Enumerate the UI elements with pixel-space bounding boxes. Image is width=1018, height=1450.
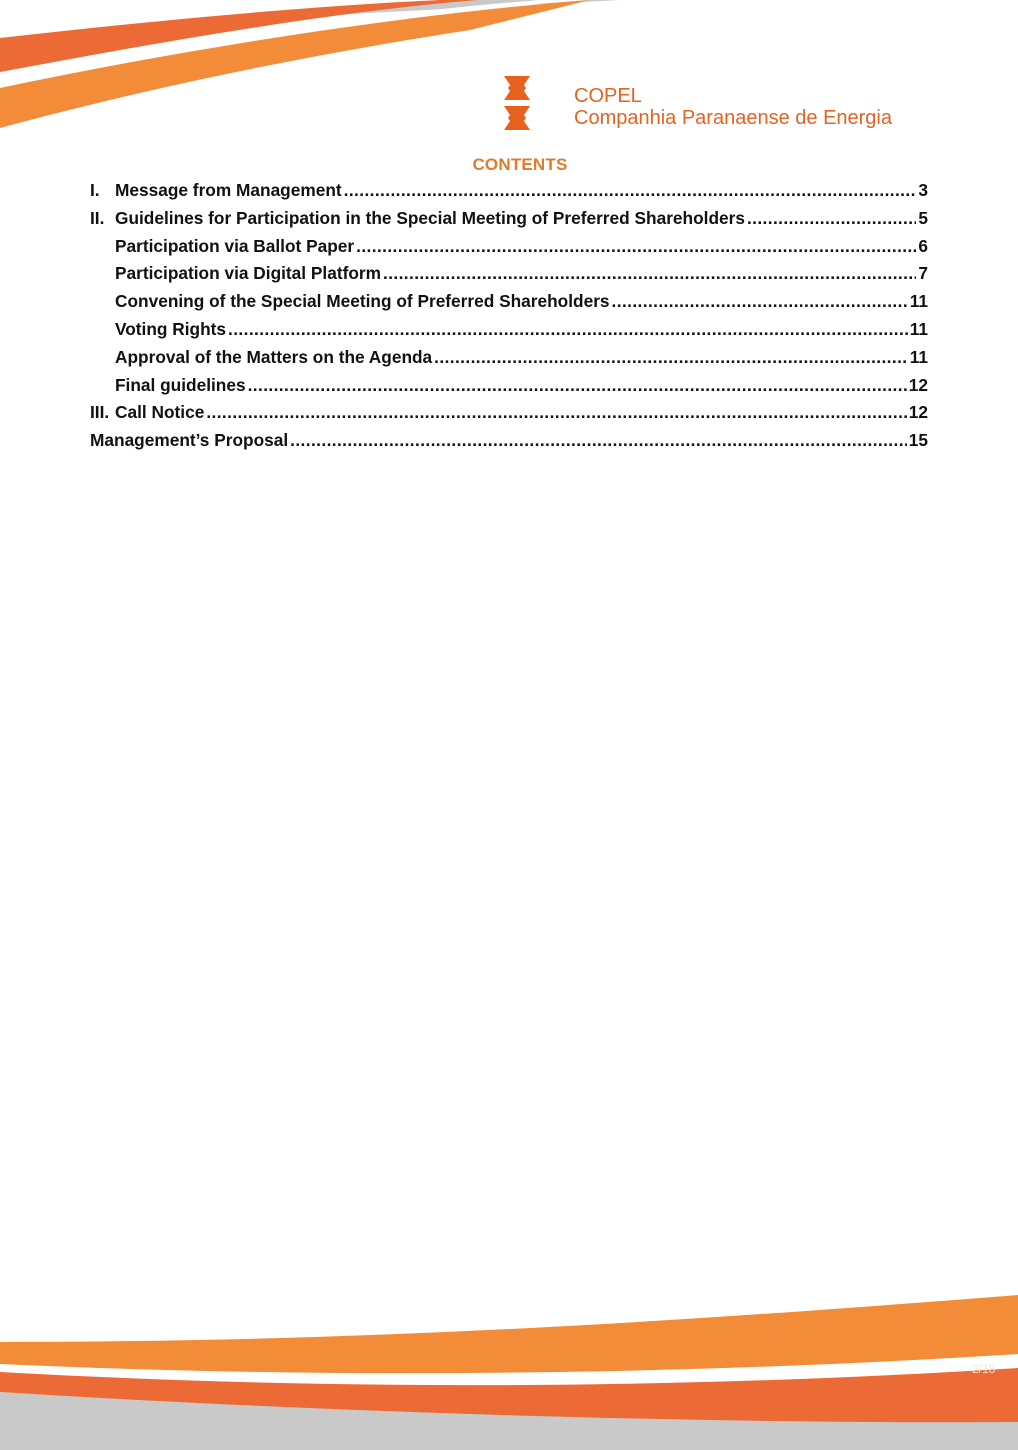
bottom-banner-decoration — [0, 1280, 1018, 1450]
toc-entry-label: Guidelines for Participation in the Special Meeting of Preferred Shareholders — [115, 207, 745, 228]
toc-heading: CONTENTS — [472, 155, 568, 174]
toc-entry-label: Call Notice — [115, 402, 205, 423]
toc-dot-leader — [228, 319, 908, 340]
toc-subentry[interactable] — [90, 291, 928, 319]
toc-entry-page: 12 — [908, 374, 928, 395]
toc-subentry[interactable] — [90, 319, 928, 347]
toc-entry-label: Voting Rights — [115, 318, 227, 339]
toc-entry-page: 7 — [918, 263, 928, 284]
toc-entry[interactable] — [90, 430, 928, 458]
toc-entry-number: II. — [90, 207, 105, 228]
toc-subentry[interactable] — [90, 236, 928, 264]
toc-dot-leader — [248, 375, 907, 396]
toc-entry-page: 11 — [909, 318, 928, 339]
toc-entry-page: 12 — [908, 402, 928, 423]
toc-entry[interactable] — [90, 402, 928, 430]
toc-dot-leader — [434, 347, 908, 368]
toc-entry[interactable] — [90, 208, 928, 236]
toc-dot-leader — [344, 180, 917, 201]
toc-dot-leader — [356, 236, 916, 257]
logo-company-name: Companhia Paranaense de Energia — [574, 107, 892, 129]
copel-arrows-icon — [504, 76, 560, 130]
toc-entry-number: I. — [90, 180, 100, 200]
copel-logo — [504, 76, 928, 132]
toc-entry-page: 11 — [909, 346, 928, 367]
toc-entry-label: Message from Management — [115, 180, 342, 200]
toc-subentry[interactable] — [90, 347, 928, 375]
toc-entry-page: 11 — [909, 291, 928, 312]
toc-entry-label: Final guidelines — [115, 374, 246, 395]
toc-entry-page: 15 — [908, 430, 928, 451]
toc-entry-label: Convening of the Special Meeting of Preferred Shareholders — [115, 291, 610, 312]
toc-entry-label: Approval of the Matters on the Agenda — [115, 346, 433, 367]
toc-entry-label: Management’s Proposal — [90, 430, 289, 451]
toc-dot-leader — [206, 402, 906, 423]
toc-dot-leader — [612, 291, 908, 312]
toc-entry-label: Participation via Ballot Paper — [115, 235, 355, 256]
page-number: 2/18 — [972, 1362, 996, 1376]
toc-entry-number: III. — [90, 402, 110, 423]
toc-dot-leader — [747, 208, 916, 229]
toc-entry[interactable] — [90, 180, 928, 208]
toc-subentry[interactable] — [90, 375, 928, 403]
toc-dot-leader — [383, 263, 916, 284]
toc-dot-leader — [290, 430, 907, 451]
toc-entry-page: 5 — [918, 207, 928, 228]
table-of-contents — [90, 180, 928, 458]
toc-subentry[interactable] — [90, 263, 928, 291]
toc-entry-label: Participation via Digital Platform — [115, 263, 381, 284]
logo-brand-name: COPEL — [574, 85, 642, 107]
toc-entry-page: 6 — [918, 235, 928, 256]
toc-entry-page: 3 — [918, 180, 928, 200]
